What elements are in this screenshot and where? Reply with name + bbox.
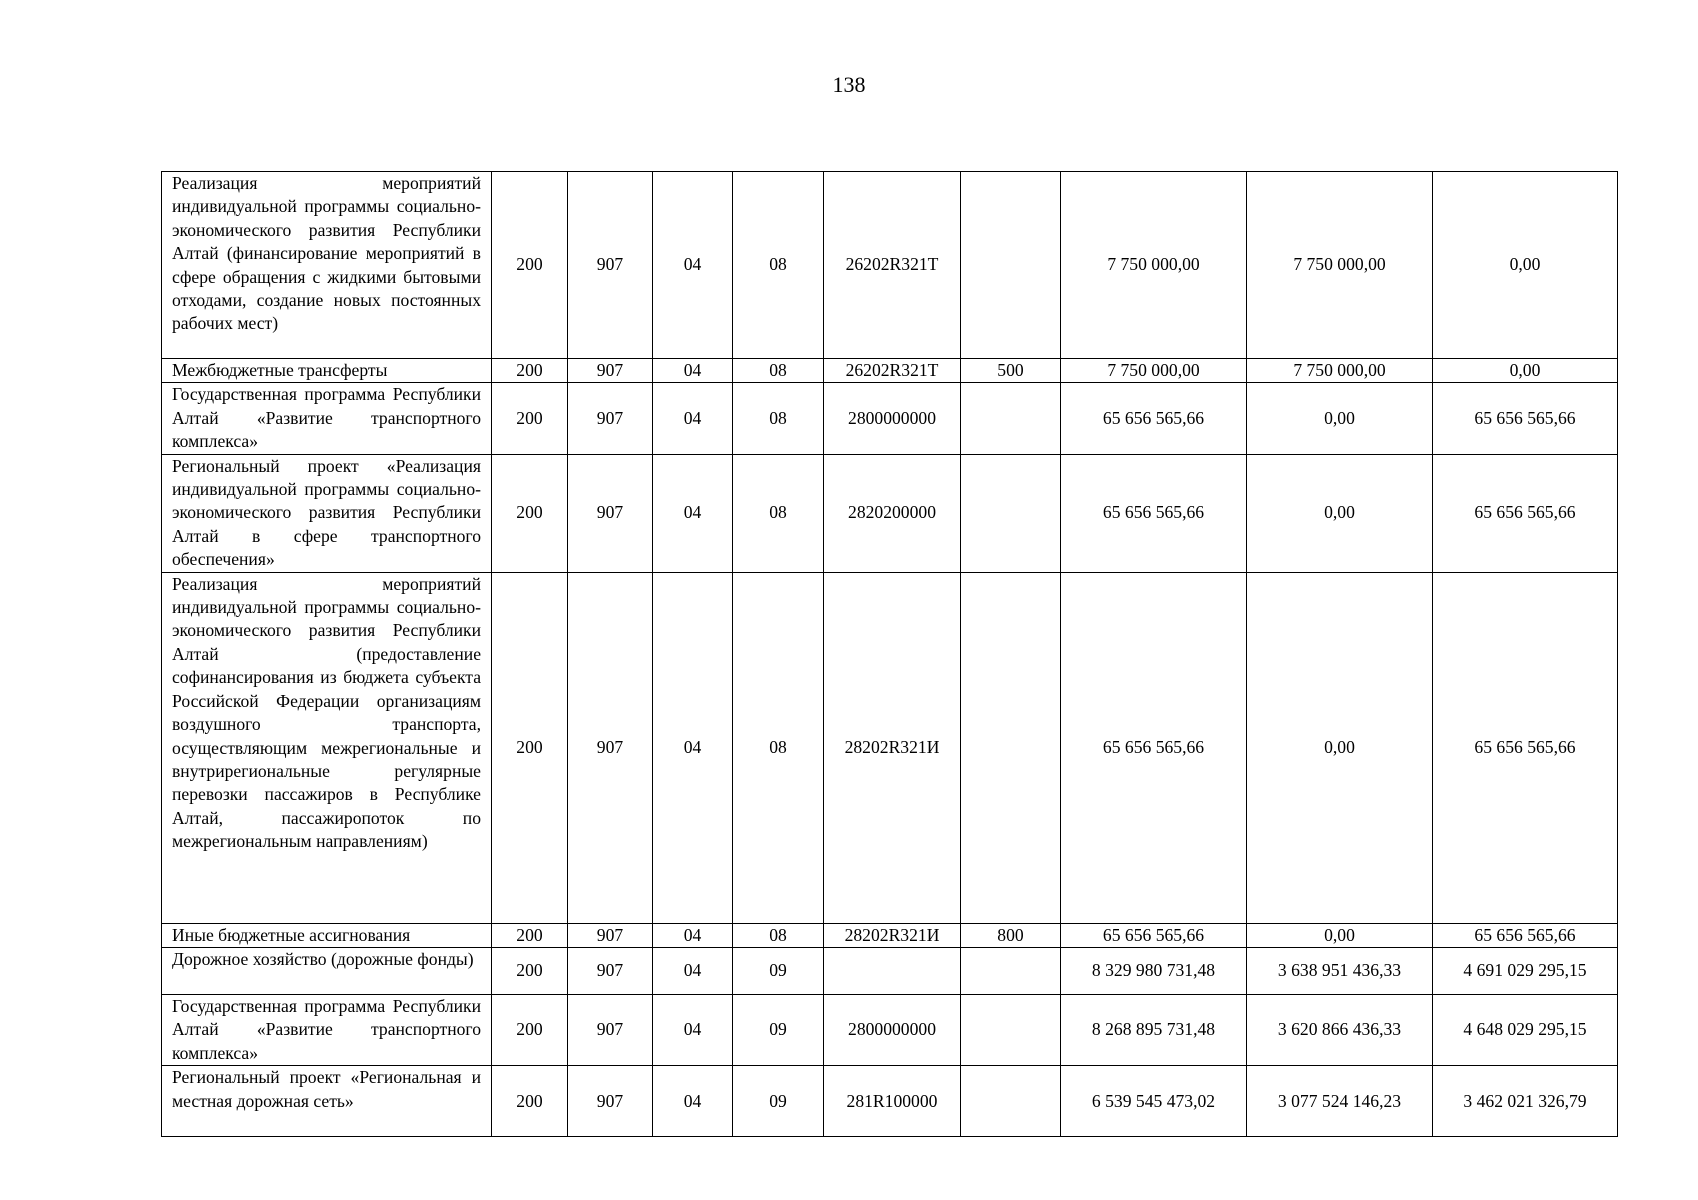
cell-col3: 907 — [568, 923, 653, 947]
cell-sum2: 0,00 — [1247, 383, 1433, 454]
cell-col3: 907 — [568, 359, 653, 383]
cell-type: 800 — [961, 923, 1061, 947]
table-row — [162, 995, 1618, 1066]
cell-type — [961, 1066, 1061, 1137]
cell-col2: 200 — [492, 172, 568, 359]
cell-code: 26202R321Т — [824, 359, 961, 383]
cell-col4: 04 — [653, 383, 733, 454]
cell-col4: 04 — [653, 359, 733, 383]
cell-type: 500 — [961, 359, 1061, 383]
cell-sum3: 0,00 — [1433, 359, 1618, 383]
cell-sum1: 7 750 000,00 — [1061, 172, 1247, 359]
cell-sum3: 65 656 565,66 — [1433, 923, 1618, 947]
cell-sum1: 65 656 565,66 — [1061, 923, 1247, 947]
cell-col2: 200 — [492, 572, 568, 923]
cell-code — [824, 948, 961, 995]
cell-col4: 04 — [653, 572, 733, 923]
cell-sum1: 65 656 565,66 — [1061, 454, 1247, 572]
row-description: Реализация мероприятий индивидуальной программы социально-экономического развития Республики Алтай (предоставление софинансирования из бюджета субъекта Российской Федерации организациям воздушного транспорта, осуществляющим межрегиональные и внутрирегиональные регулярные перевозки пассажиров в Республике Алтай, пассажиропоток по межрегиональным направлениям) — [162, 572, 492, 923]
table-row — [162, 923, 1618, 947]
row-description: Государственная программа Республики Алтай «Развитие транспортного комплекса» — [162, 383, 492, 454]
cell-sum2: 7 750 000,00 — [1247, 359, 1433, 383]
cell-col3: 907 — [568, 172, 653, 359]
cell-col5: 08 — [733, 923, 824, 947]
cell-col2: 200 — [492, 948, 568, 995]
row-description: Межбюджетные трансферты — [162, 359, 492, 383]
cell-col2: 200 — [492, 359, 568, 383]
cell-sum2: 7 750 000,00 — [1247, 172, 1433, 359]
cell-col2: 200 — [492, 454, 568, 572]
cell-code: 28202R321И — [824, 923, 961, 947]
cell-sum2: 3 638 951 436,33 — [1247, 948, 1433, 995]
cell-type — [961, 383, 1061, 454]
table-row — [162, 454, 1618, 572]
cell-col2: 200 — [492, 383, 568, 454]
cell-col2: 200 — [492, 1066, 568, 1137]
cell-code: 2800000000 — [824, 995, 961, 1066]
cell-sum2: 0,00 — [1247, 454, 1433, 572]
cell-sum3: 0,00 — [1433, 172, 1618, 359]
cell-col4: 04 — [653, 172, 733, 359]
cell-sum1: 65 656 565,66 — [1061, 383, 1247, 454]
table-row — [162, 172, 1618, 359]
row-description: Государственная программа Республики Алтай «Развитие транспортного комплекса» — [162, 995, 492, 1066]
cell-col2: 200 — [492, 923, 568, 947]
cell-col4: 04 — [653, 454, 733, 572]
cell-sum2: 3 077 524 146,23 — [1247, 1066, 1433, 1137]
cell-col2: 200 — [492, 995, 568, 1066]
cell-code: 26202R321Т — [824, 172, 961, 359]
cell-sum2: 0,00 — [1247, 923, 1433, 947]
row-description: Региональный проект «Региональная и местная дорожная сеть» — [162, 1066, 492, 1137]
cell-sum1: 8 268 895 731,48 — [1061, 995, 1247, 1066]
cell-sum3: 65 656 565,66 — [1433, 383, 1618, 454]
cell-col3: 907 — [568, 572, 653, 923]
table-row — [162, 1066, 1618, 1137]
cell-col3: 907 — [568, 995, 653, 1066]
cell-type — [961, 948, 1061, 995]
cell-type — [961, 572, 1061, 923]
cell-sum3: 65 656 565,66 — [1433, 572, 1618, 923]
cell-sum1: 8 329 980 731,48 — [1061, 948, 1247, 995]
cell-sum1: 6 539 545 473,02 — [1061, 1066, 1247, 1137]
cell-col3: 907 — [568, 383, 653, 454]
cell-col5: 09 — [733, 1066, 824, 1137]
cell-sum1: 65 656 565,66 — [1061, 572, 1247, 923]
cell-sum3: 3 462 021 326,79 — [1433, 1066, 1618, 1137]
row-description: Иные бюджетные ассигнования — [162, 923, 492, 947]
page-number: 138 — [832, 72, 866, 97]
cell-sum3: 65 656 565,66 — [1433, 454, 1618, 572]
cell-col4: 04 — [653, 923, 733, 947]
cell-col5: 08 — [733, 454, 824, 572]
cell-sum3: 4 648 029 295,15 — [1433, 995, 1618, 1066]
table-row — [162, 383, 1618, 454]
cell-type — [961, 995, 1061, 1066]
cell-code: 2820200000 — [824, 454, 961, 572]
cell-col5: 08 — [733, 172, 824, 359]
row-description: Дорожное хозяйство (дорожные фонды) — [162, 948, 492, 995]
cell-col4: 04 — [653, 1066, 733, 1137]
cell-col3: 907 — [568, 454, 653, 572]
row-description: Реализация мероприятий индивидуальной программы социально-экономического развития Республики Алтай (финансирование мероприятий в сфере обращения с жидкими бытовыми отходами, создание новых постоянных рабочих мест) — [162, 172, 492, 359]
cell-col5: 08 — [733, 572, 824, 923]
cell-col4: 04 — [653, 948, 733, 995]
cell-col5: 08 — [733, 383, 824, 454]
cell-sum1: 7 750 000,00 — [1061, 359, 1247, 383]
cell-col5: 09 — [733, 995, 824, 1066]
cell-code: 28202R321И — [824, 572, 961, 923]
cell-code: 2800000000 — [824, 383, 961, 454]
cell-type — [961, 454, 1061, 572]
row-description: Региональный проект «Реализация индивидуальной программы социально-экономического развития Республики Алтай в сфере транспортного обеспечения» — [162, 454, 492, 572]
cell-type — [961, 172, 1061, 359]
cell-sum2: 0,00 — [1247, 572, 1433, 923]
cell-col5: 09 — [733, 948, 824, 995]
cell-col3: 907 — [568, 1066, 653, 1137]
cell-sum2: 3 620 866 436,33 — [1247, 995, 1433, 1066]
cell-code: 281R100000 — [824, 1066, 961, 1137]
budget-table — [161, 171, 1618, 1137]
table-row — [162, 359, 1618, 383]
cell-col5: 08 — [733, 359, 824, 383]
cell-col3: 907 — [568, 948, 653, 995]
table-row — [162, 572, 1618, 923]
cell-col4: 04 — [653, 995, 733, 1066]
cell-sum3: 4 691 029 295,15 — [1433, 948, 1618, 995]
table-row — [162, 948, 1618, 995]
